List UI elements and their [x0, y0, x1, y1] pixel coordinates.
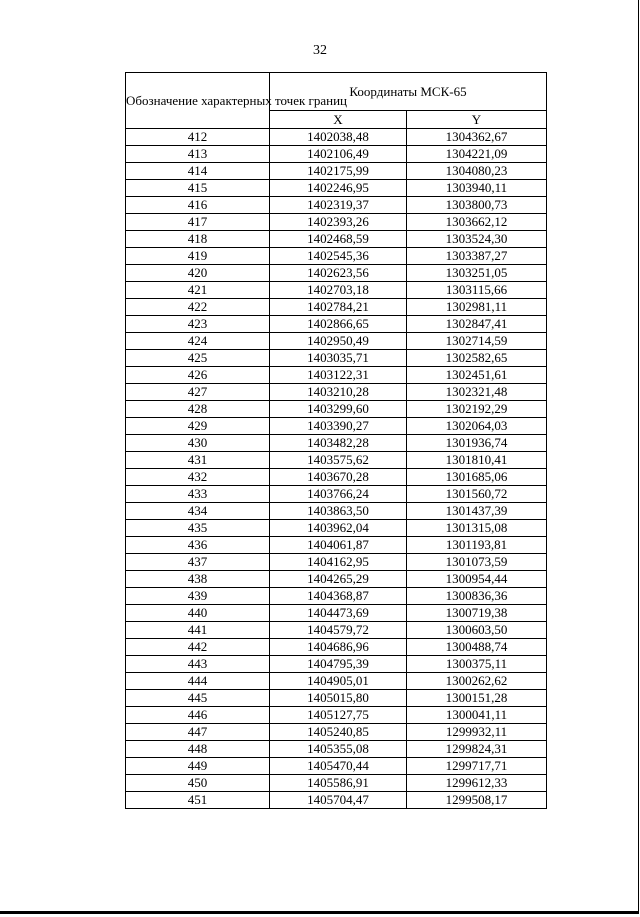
- x-coordinate-cell: 1402703,18: [270, 282, 407, 299]
- x-coordinate-cell: 1402950,49: [270, 333, 407, 350]
- x-coordinate-cell: 1404162,95: [270, 554, 407, 571]
- y-coordinate-cell: 1302321,48: [407, 384, 547, 401]
- y-coordinate-cell: 1302451,61: [407, 367, 547, 384]
- table-row: [126, 537, 547, 554]
- table-row: [126, 520, 547, 537]
- x-coordinate-cell: 1405355,08: [270, 741, 407, 758]
- y-coordinate-cell: 1302582,65: [407, 350, 547, 367]
- x-coordinate-cell: 1402866,65: [270, 316, 407, 333]
- header-y: Y: [407, 111, 547, 129]
- table-row: [126, 214, 547, 231]
- coordinates-table: [125, 72, 547, 809]
- y-coordinate-cell: 1302847,41: [407, 316, 547, 333]
- point-id-cell: 414: [126, 163, 270, 180]
- point-id-cell: 426: [126, 367, 270, 384]
- y-coordinate-cell: 1300041,11: [407, 707, 547, 724]
- y-coordinate-cell: 1300719,38: [407, 605, 547, 622]
- point-id-cell: 424: [126, 333, 270, 350]
- point-id-cell: 419: [126, 248, 270, 265]
- y-coordinate-cell: 1301810,41: [407, 452, 547, 469]
- x-coordinate-cell: 1403210,28: [270, 384, 407, 401]
- table-row: [126, 452, 547, 469]
- y-coordinate-cell: 1301315,08: [407, 520, 547, 537]
- x-coordinate-cell: 1402319,37: [270, 197, 407, 214]
- point-id-cell: 418: [126, 231, 270, 248]
- y-coordinate-cell: 1301685,06: [407, 469, 547, 486]
- x-coordinate-cell: 1402623,56: [270, 265, 407, 282]
- x-coordinate-cell: 1403482,28: [270, 435, 407, 452]
- y-coordinate-cell: 1302192,29: [407, 401, 547, 418]
- table-row: [126, 384, 547, 401]
- y-coordinate-cell: 1303524,30: [407, 231, 547, 248]
- x-coordinate-cell: 1403766,24: [270, 486, 407, 503]
- y-coordinate-cell: 1302064,03: [407, 418, 547, 435]
- x-coordinate-cell: 1404905,01: [270, 673, 407, 690]
- table-row: [126, 622, 547, 639]
- page-number: 32: [313, 43, 327, 58]
- table-row: [126, 724, 547, 741]
- y-coordinate-cell: 1303115,66: [407, 282, 547, 299]
- table-row: [126, 639, 547, 656]
- y-coordinate-cell: 1301073,59: [407, 554, 547, 571]
- point-id-cell: 420: [126, 265, 270, 282]
- table-row: [126, 605, 547, 622]
- y-coordinate-cell: 1299824,31: [407, 741, 547, 758]
- x-coordinate-cell: 1402545,36: [270, 248, 407, 265]
- point-id-cell: 450: [126, 775, 270, 792]
- table-row: [126, 231, 547, 248]
- x-coordinate-cell: 1405470,44: [270, 758, 407, 775]
- point-id-cell: 413: [126, 146, 270, 163]
- table-row: [126, 146, 547, 163]
- x-coordinate-cell: 1403962,04: [270, 520, 407, 537]
- x-coordinate-cell: 1404686,96: [270, 639, 407, 656]
- table-row: [126, 350, 547, 367]
- x-coordinate-cell: 1402106,49: [270, 146, 407, 163]
- table-row: [126, 282, 547, 299]
- y-coordinate-cell: 1299932,11: [407, 724, 547, 741]
- y-coordinate-cell: 1299508,17: [407, 792, 547, 809]
- table-row: [126, 197, 547, 214]
- point-id-cell: 427: [126, 384, 270, 401]
- x-coordinate-cell: 1405127,75: [270, 707, 407, 724]
- table-row: [126, 180, 547, 197]
- x-coordinate-cell: 1402393,26: [270, 214, 407, 231]
- y-coordinate-cell: 1303251,05: [407, 265, 547, 282]
- table-row: [126, 571, 547, 588]
- y-coordinate-cell: 1301193,81: [407, 537, 547, 554]
- point-id-cell: 436: [126, 537, 270, 554]
- x-coordinate-cell: 1405015,80: [270, 690, 407, 707]
- table-row: [126, 707, 547, 724]
- point-id-cell: 421: [126, 282, 270, 299]
- x-coordinate-cell: 1404795,39: [270, 656, 407, 673]
- point-id-cell: 432: [126, 469, 270, 486]
- x-coordinate-cell: 1404579,72: [270, 622, 407, 639]
- x-coordinate-cell: 1403122,31: [270, 367, 407, 384]
- y-coordinate-cell: 1300375,11: [407, 656, 547, 673]
- x-coordinate-cell: 1402784,21: [270, 299, 407, 316]
- y-coordinate-cell: 1300262,62: [407, 673, 547, 690]
- table-row: [126, 503, 547, 520]
- y-coordinate-cell: 1303940,11: [407, 180, 547, 197]
- table-row: [126, 248, 547, 265]
- table-row: [126, 775, 547, 792]
- y-coordinate-cell: 1300836,36: [407, 588, 547, 605]
- y-coordinate-cell: 1302981,11: [407, 299, 547, 316]
- y-coordinate-cell: 1301936,74: [407, 435, 547, 452]
- table-row: [126, 333, 547, 350]
- x-coordinate-cell: 1405240,85: [270, 724, 407, 741]
- table-body: [126, 129, 547, 809]
- x-coordinate-cell: 1402175,99: [270, 163, 407, 180]
- x-coordinate-cell: 1404061,87: [270, 537, 407, 554]
- point-id-cell: 416: [126, 197, 270, 214]
- point-id-cell: 428: [126, 401, 270, 418]
- point-id-cell: 412: [126, 129, 270, 146]
- point-id-cell: 423: [126, 316, 270, 333]
- y-coordinate-cell: 1303387,27: [407, 248, 547, 265]
- y-coordinate-cell: 1303662,12: [407, 214, 547, 231]
- point-id-cell: 447: [126, 724, 270, 741]
- table-row: [126, 163, 547, 180]
- x-coordinate-cell: 1402038,48: [270, 129, 407, 146]
- table-row: [126, 741, 547, 758]
- table-row: [126, 673, 547, 690]
- table-row: [126, 265, 547, 282]
- point-id-cell: 430: [126, 435, 270, 452]
- table-row: [126, 401, 547, 418]
- x-coordinate-cell: 1403035,71: [270, 350, 407, 367]
- y-coordinate-cell: 1303800,73: [407, 197, 547, 214]
- table-row: [126, 690, 547, 707]
- y-coordinate-cell: 1304080,23: [407, 163, 547, 180]
- point-id-cell: 449: [126, 758, 270, 775]
- y-coordinate-cell: 1300954,44: [407, 571, 547, 588]
- point-id-cell: 446: [126, 707, 270, 724]
- table-row: [126, 435, 547, 452]
- table-row: [126, 469, 547, 486]
- point-id-cell: 441: [126, 622, 270, 639]
- table-row: [126, 486, 547, 503]
- y-coordinate-cell: 1301560,72: [407, 486, 547, 503]
- x-coordinate-cell: 1404368,87: [270, 588, 407, 605]
- point-id-cell: 415: [126, 180, 270, 197]
- point-id-cell: 422: [126, 299, 270, 316]
- x-coordinate-cell: 1405704,47: [270, 792, 407, 809]
- table-row: [126, 588, 547, 605]
- y-coordinate-cell: 1304221,09: [407, 146, 547, 163]
- x-coordinate-cell: 1403863,50: [270, 503, 407, 520]
- point-id-cell: 445: [126, 690, 270, 707]
- y-coordinate-cell: 1302714,59: [407, 333, 547, 350]
- y-coordinate-cell: 1300151,28: [407, 690, 547, 707]
- y-coordinate-cell: 1300603,50: [407, 622, 547, 639]
- table-row: [126, 656, 547, 673]
- table-row: [126, 554, 547, 571]
- table-row: [126, 792, 547, 809]
- point-id-cell: 448: [126, 741, 270, 758]
- point-id-cell: 438: [126, 571, 270, 588]
- point-id-cell: 417: [126, 214, 270, 231]
- y-coordinate-cell: 1299612,33: [407, 775, 547, 792]
- header-coordinates: Координаты МСК-65: [270, 73, 547, 111]
- x-coordinate-cell: 1402246,95: [270, 180, 407, 197]
- point-id-cell: 425: [126, 350, 270, 367]
- x-coordinate-cell: 1404265,29: [270, 571, 407, 588]
- table-row: [126, 129, 547, 146]
- point-id-cell: 434: [126, 503, 270, 520]
- table-row: [126, 367, 547, 384]
- table-row: [126, 299, 547, 316]
- x-coordinate-cell: 1405586,91: [270, 775, 407, 792]
- point-id-cell: 439: [126, 588, 270, 605]
- table-row: [126, 316, 547, 333]
- point-id-cell: 451: [126, 792, 270, 809]
- point-id-cell: 435: [126, 520, 270, 537]
- point-id-cell: 440: [126, 605, 270, 622]
- point-id-cell: 433: [126, 486, 270, 503]
- header-designation: Обозначение характерных точек границ: [126, 73, 270, 129]
- x-coordinate-cell: 1403575,62: [270, 452, 407, 469]
- y-coordinate-cell: 1299717,71: [407, 758, 547, 775]
- x-coordinate-cell: 1403299,60: [270, 401, 407, 418]
- table-row: [126, 758, 547, 775]
- point-id-cell: 444: [126, 673, 270, 690]
- y-coordinate-cell: 1300488,74: [407, 639, 547, 656]
- point-id-cell: 431: [126, 452, 270, 469]
- y-coordinate-cell: 1301437,39: [407, 503, 547, 520]
- point-id-cell: 442: [126, 639, 270, 656]
- point-id-cell: 437: [126, 554, 270, 571]
- y-coordinate-cell: 1304362,67: [407, 129, 547, 146]
- x-coordinate-cell: 1404473,69: [270, 605, 407, 622]
- point-id-cell: 429: [126, 418, 270, 435]
- point-id-cell: 443: [126, 656, 270, 673]
- x-coordinate-cell: 1403670,28: [270, 469, 407, 486]
- header-x: X: [270, 111, 407, 129]
- x-coordinate-cell: 1403390,27: [270, 418, 407, 435]
- x-coordinate-cell: 1402468,59: [270, 231, 407, 248]
- table-row: [126, 418, 547, 435]
